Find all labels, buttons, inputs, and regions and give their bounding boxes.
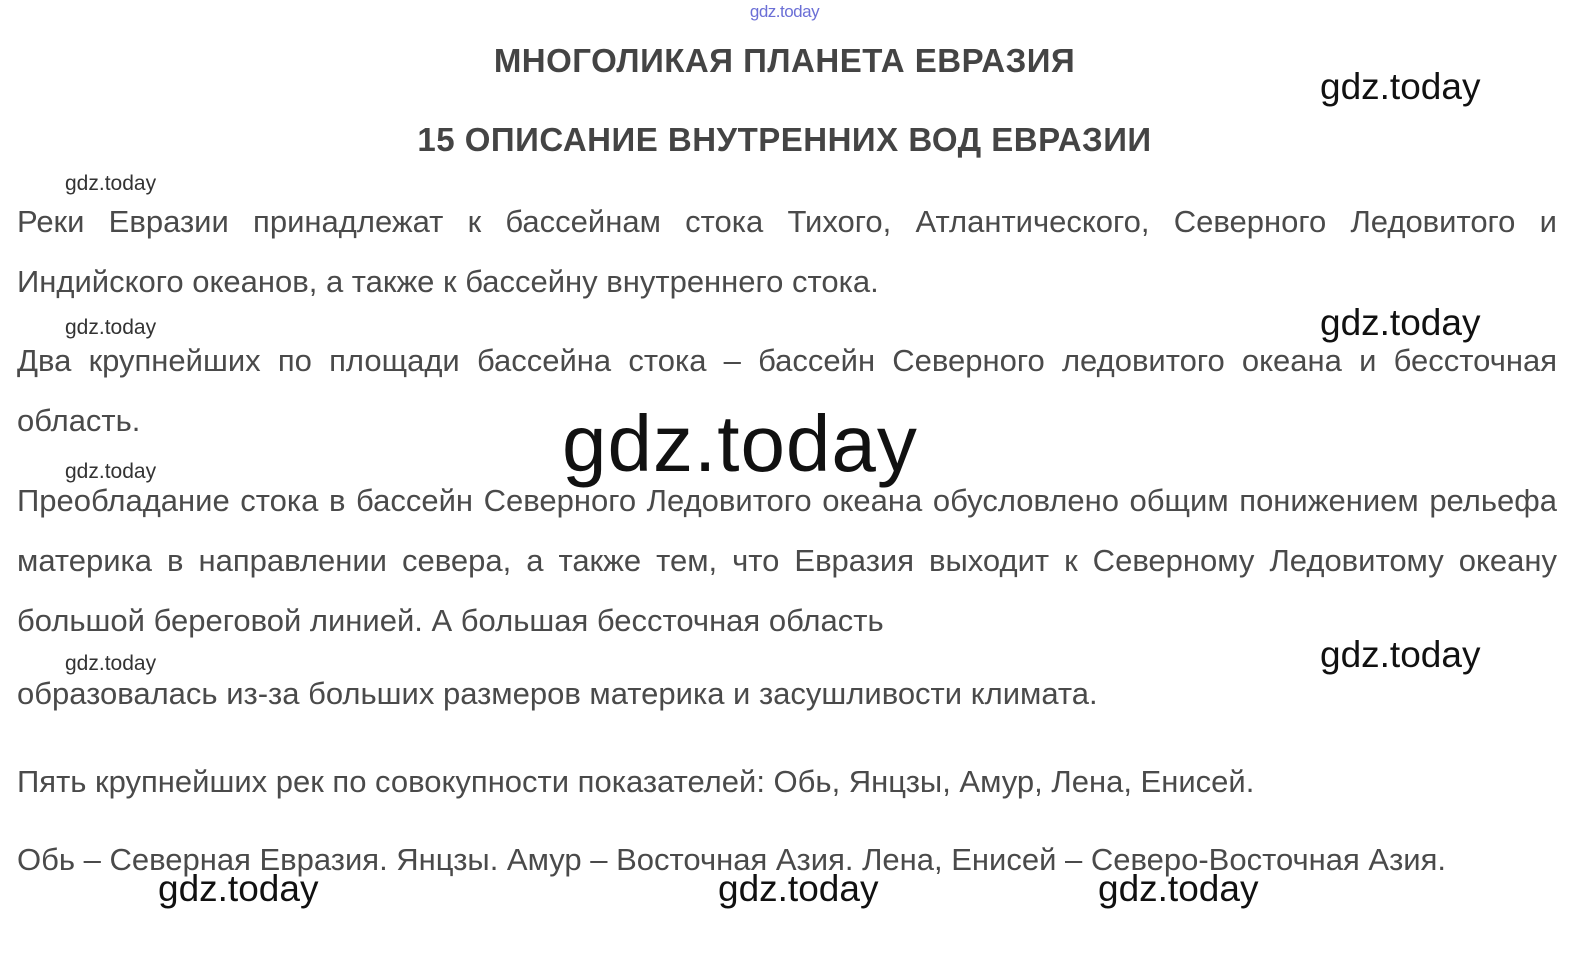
paragraph-endorheic-cause: образовалась из-за больших размеров материка и засушливости климата. (17, 676, 1098, 711)
watermark-medium: gdz.today (1320, 66, 1481, 107)
watermark-small: gdz.today (65, 316, 157, 339)
watermark-medium: gdz.today (718, 868, 879, 909)
watermark-small: gdz.today (65, 460, 157, 483)
watermark-small: gdz.today (65, 172, 157, 195)
watermark-medium: gdz.today (1320, 302, 1481, 343)
watermark-medium: gdz.today (1320, 634, 1481, 675)
watermark-small: gdz.today (65, 652, 157, 675)
paragraph-five-rivers: Пять крупнейших рек по совокупности показателей: Обь, Янцзы, Амур, Лена, Енисей. (17, 764, 1255, 799)
site-label: gdz.today (749, 2, 820, 21)
section-title: 15 ОПИСАНИЕ ВНУТРЕННИХ ВОД ЕВРАЗИИ (417, 121, 1152, 158)
paragraph-river-basins: Реки Евразии принадлежат к бассейнам стока Тихого, Атлантического, Северного Ледовитого и Индийского океанов, а также к бассейну внутреннего стока. (17, 204, 1557, 299)
watermark-medium: gdz.today (158, 868, 319, 909)
page-title: МНОГОЛИКАЯ ПЛАНЕТА ЕВРАЗИЯ (493, 42, 1076, 79)
paragraph-largest-basins: Два крупнейших по площади бассейна стока – бассейн Северного ледовитого океана и бессточная область. (17, 343, 1557, 438)
paragraph-runoff-predominance: Преобладание стока в бассейн Северного Ледовитого океана обусловлено общим понижением рельефа материка в направлении севера, а также тем, что Евразия выходит к Северному Ледовитому океану большой береговой линией. А большая бессточная область (17, 483, 1557, 638)
paragraph-river-regions: Обь – Северная Евразия. Янцзы. Амур – Восточная Азия. Лена, Енисей – Северо-Восточная Азия. (17, 842, 1447, 877)
watermark-medium: gdz.today (1098, 868, 1259, 909)
watermark-large: gdz.today (562, 399, 918, 488)
